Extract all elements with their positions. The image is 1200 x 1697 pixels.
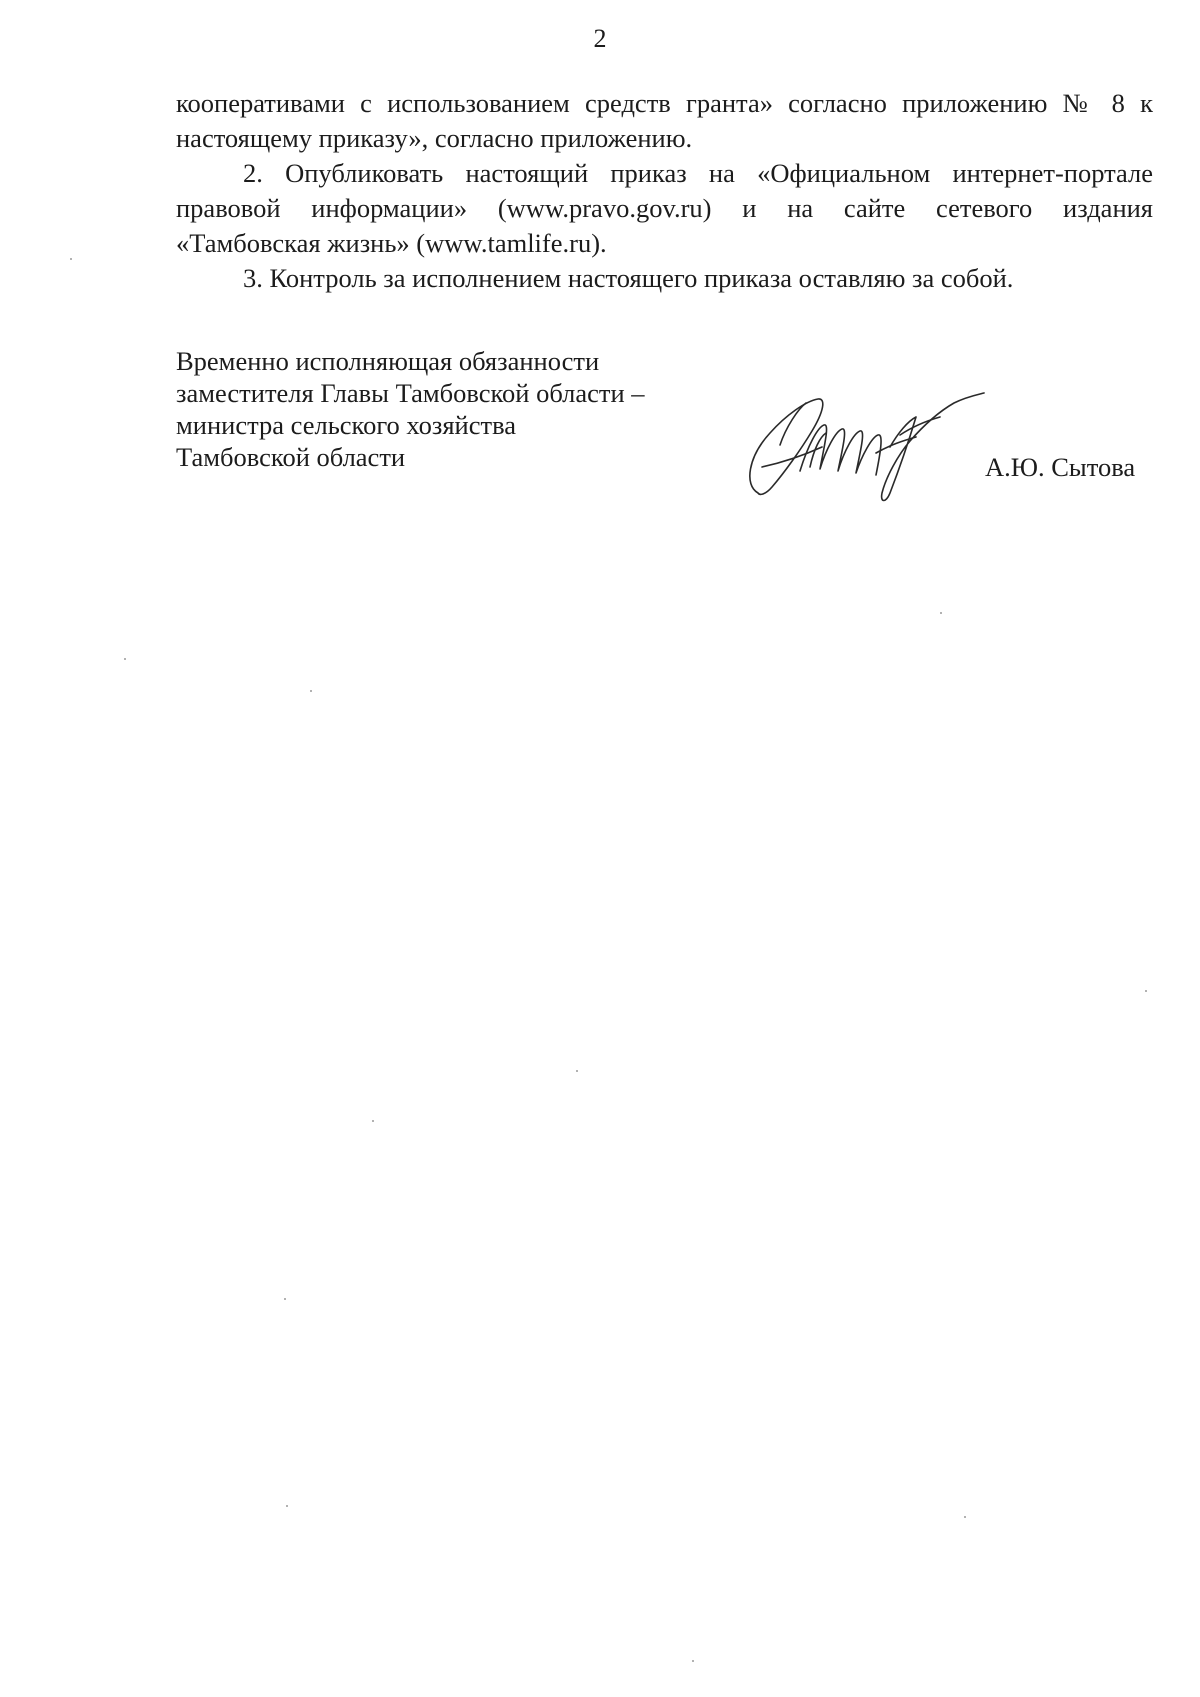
paragraph-3 — [176, 261, 1153, 296]
signature-icon — [740, 375, 990, 505]
scan-speck — [286, 1505, 288, 1507]
paragraph-1 — [176, 86, 1153, 156]
signer-title-line-3: министра сельского хозяйства — [176, 410, 516, 440]
page-number: 2 — [593, 24, 607, 53]
scan-speck — [372, 1120, 374, 1122]
scan-speck — [940, 612, 942, 614]
scan-speck — [70, 258, 72, 260]
paragraph-1-line-1: кооперативами с использованием средств гранта» согласно приложению № 8 к — [176, 88, 1153, 118]
paragraph-1-line-2: настоящему приказу», согласно приложению. — [176, 123, 693, 153]
signer-title-block — [176, 345, 645, 473]
paragraph-2 — [176, 156, 1153, 191]
paragraph-2-line-1: 2. Опубликовать настоящий приказ на «Официальном интернет-портале — [243, 158, 1153, 188]
scan-speck — [1145, 990, 1147, 992]
scan-speck — [124, 658, 126, 660]
paragraph-2-cont — [176, 191, 1153, 261]
signer-name: А.Ю. Сытова — [985, 452, 1136, 482]
paragraph-2-line-2: правовой информации» (www.pravo.gov.ru) и на сайте сетевого издания — [176, 193, 1153, 223]
scan-speck — [576, 1070, 578, 1072]
signer-title-line-4: Тамбовской области — [176, 442, 406, 472]
paragraph-3-text: 3. Контроль за исполнением настоящего приказа оставляю за собой. — [243, 263, 1014, 293]
scan-speck — [310, 690, 312, 692]
scan-speck — [284, 1298, 286, 1300]
scan-speck — [692, 1660, 694, 1662]
scan-speck — [964, 1516, 966, 1518]
signer-title-line-1: Временно исполняющая обязанности — [176, 346, 600, 376]
paragraph-2-line-3: «Тамбовская жизнь» (www.tamlife.ru). — [176, 228, 607, 258]
document-body — [176, 86, 1153, 296]
signer-title-line-2: заместителя Главы Тамбовской области – — [176, 378, 645, 408]
